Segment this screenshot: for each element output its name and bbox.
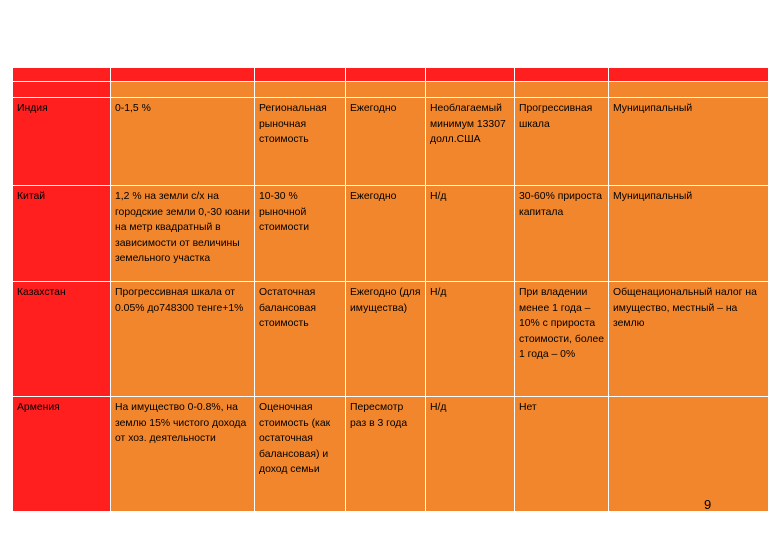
header-cell — [346, 68, 426, 82]
spacer-cell — [609, 82, 769, 98]
table-row-kazakhstan — [13, 282, 769, 397]
frequency-cell: Ежегодно — [346, 186, 426, 282]
base-cell: 10-30 % рыночной стоимости — [255, 186, 346, 282]
table-row-india — [13, 98, 769, 186]
base-cell: Региональная рыночная стоимость — [255, 98, 346, 186]
header-cell — [426, 68, 515, 82]
country-cell: Казахстан — [13, 282, 111, 397]
spacer-cell — [515, 82, 609, 98]
base-cell: Оценочная стоимость (как остаточная балансовая) и доход семьи — [255, 397, 346, 512]
country-cell: Индия — [13, 98, 111, 186]
level-cell: Муниципальный — [609, 186, 769, 282]
base-cell: Остаточная балансовая стоимость — [255, 282, 346, 397]
frequency-cell: Ежегодно (для имущества) — [346, 282, 426, 397]
header-cell — [13, 68, 111, 82]
table-row-armenia — [13, 397, 769, 512]
table-header-row — [13, 68, 769, 82]
page-number: 9 — [704, 497, 712, 512]
country-cell: Армения — [13, 397, 111, 512]
exemption-cell: Н/д — [426, 397, 515, 512]
tax-comparison-table — [12, 67, 769, 512]
level-cell: Общенациональный налог на имущество, местный – на землю — [609, 282, 769, 397]
header-cell — [255, 68, 346, 82]
level-cell — [609, 397, 769, 512]
rate-cell: На имущество 0-0.8%, на землю 15% чистого дохода от хоз. деятельности — [111, 397, 255, 512]
header-cell — [515, 68, 609, 82]
table-row-china — [13, 186, 769, 282]
scale-cell: Прогрессивная шкала — [515, 98, 609, 186]
spacer-cell — [426, 82, 515, 98]
header-cell — [609, 68, 769, 82]
level-cell: Муниципальный — [609, 98, 769, 186]
rate-cell: 1,2 % на земли с/х на городские земли 0,-30 юани на метр квадратный в зависимости от величины земельного участка — [111, 186, 255, 282]
spacer-cell — [346, 82, 426, 98]
exemption-cell: Н/д — [426, 186, 515, 282]
scale-cell: При владении менее 1 года – 10% с прироста стоимости, более 1 года – 0% — [515, 282, 609, 397]
scale-cell: 30-60% прироста капитала — [515, 186, 609, 282]
country-cell: Китай — [13, 186, 111, 282]
frequency-cell: Пересмотр раз в 3 года — [346, 397, 426, 512]
header-cell — [111, 68, 255, 82]
table-spacer-row — [13, 82, 769, 98]
spacer-cell — [13, 82, 111, 98]
rate-cell: Прогрессивная шкала от 0.05% до748300 тенге+1% — [111, 282, 255, 397]
exemption-cell: Необлагаемый минимум 13307 долл.США — [426, 98, 515, 186]
scale-cell: Нет — [515, 397, 609, 512]
exemption-cell: Н/д — [426, 282, 515, 397]
rate-cell: 0-1,5 % — [111, 98, 255, 186]
spacer-cell — [111, 82, 255, 98]
spacer-cell — [255, 82, 346, 98]
frequency-cell: Ежегодно — [346, 98, 426, 186]
